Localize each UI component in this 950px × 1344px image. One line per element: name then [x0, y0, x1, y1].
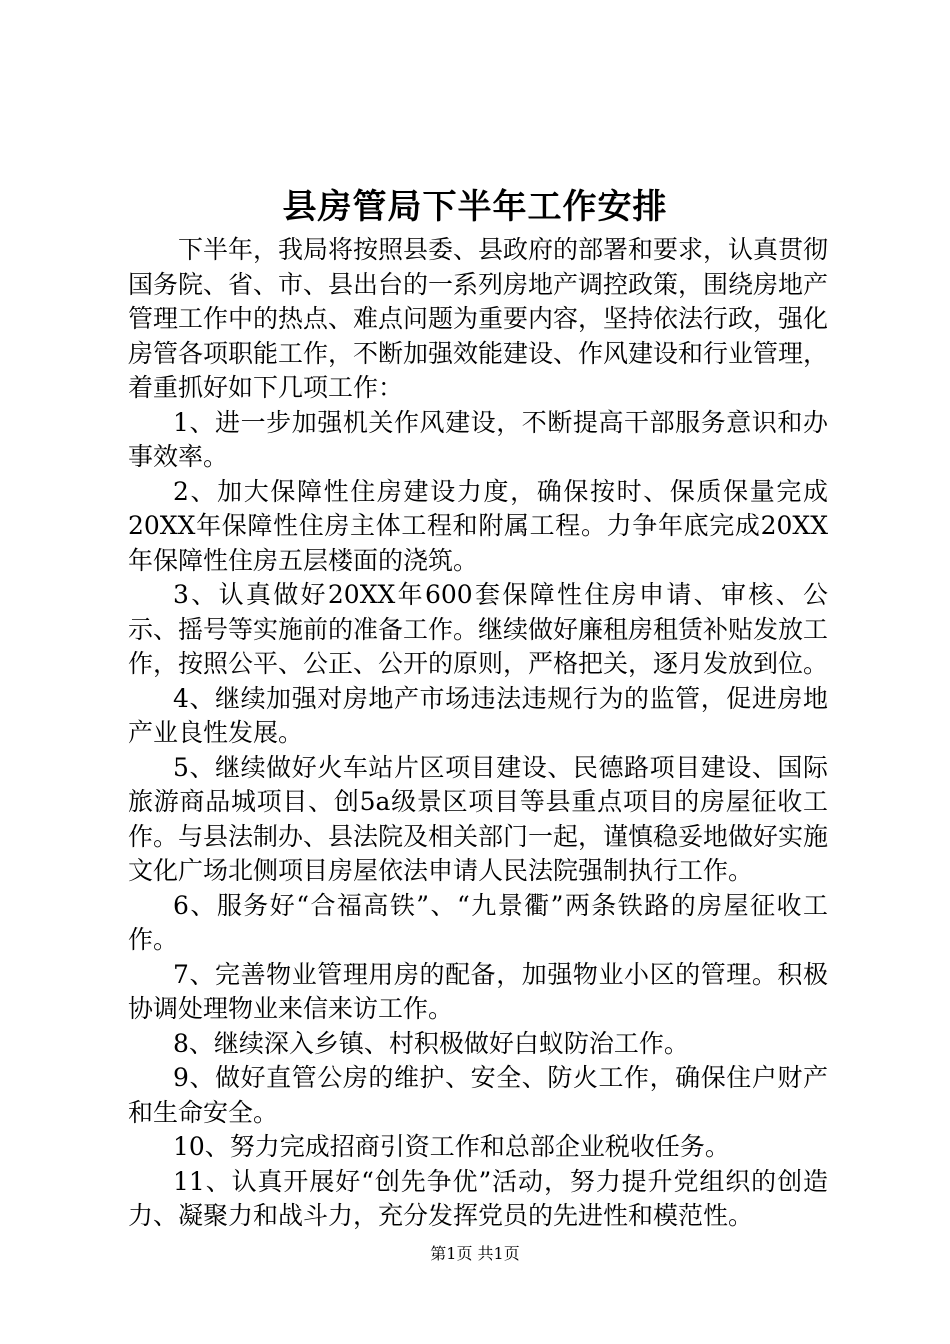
document-body [128, 233, 828, 1234]
list-item: 7、完善物业管理用房的配备，加强物业小区的管理。积极协调处理物业来信来访工作。 [128, 959, 828, 1023]
list-item: 5、继续做好火车站片区项目建设、民德路项目建设、国际旅游商品城项目、创5a级景区项目等县重点项目的房屋征收工作。与县法制办、县法院及相关部门一起，谨慎稳妥地做好实施文化广场北侧项目房屋依法申请人民法院强制执行工作。 [128, 752, 829, 885]
list-item: 1、进一步加强机关作风建设，不断提高干部服务意识和办事效率。 [128, 407, 828, 471]
intro-paragraph: 下半年，我局将按照县委、县政府的部署和要求，认真贯彻国务院、省、市、县出台的一系列房地产调控政策，围绕房地产管理工作中的热点、难点问题为重要内容，坚持依法行政，强化房管各项职能工作，不断加强效能建设、作风建设和行业管理，着重抓好如下几项工作： [128, 235, 829, 402]
list-item: 9、做好直管公房的维护、安全、防火工作，确保住户财产和生命安全。 [128, 1063, 828, 1127]
list-item: 8、继续深入乡镇、村积极做好白蚁防治工作。 [173, 1028, 689, 1058]
list-item: 4、继续加强对房地产市场违法违规行为的监管，促进房地产业良性发展。 [128, 683, 828, 747]
page-number-footer: 第1页 共1页 [430, 1244, 520, 1263]
list-item: 6、服务好“合福高铁”、“九景衢”两条铁路的房屋征收工作。 [128, 890, 828, 954]
list-item: 3、认真做好20XX年600套保障性住房申请、审核、公示、摇号等实施前的准备工作。继续做好廉租房租赁补贴发放工作，按照公平、公正、公开的原则，严格把关，逐月发放到位。 [128, 580, 829, 678]
document-title: 县房管局下半年工作安排 [282, 187, 668, 227]
list-item: 2、加大保障性住房建设力度，确保按时、保质保量完成20XX年保障性住房主体工程和附属工程。力争年底完成20XX年保障性住房五层楼面的浇筑。 [128, 476, 828, 575]
list-item: 11、认真开展好“创先争优”活动，努力提升党组织的创造力、凝聚力和战斗力，充分发挥党员的先进性和模范性。 [128, 1166, 828, 1230]
list-item: 10、努力完成招商引资工作和总部企业税收任务。 [173, 1132, 730, 1161]
